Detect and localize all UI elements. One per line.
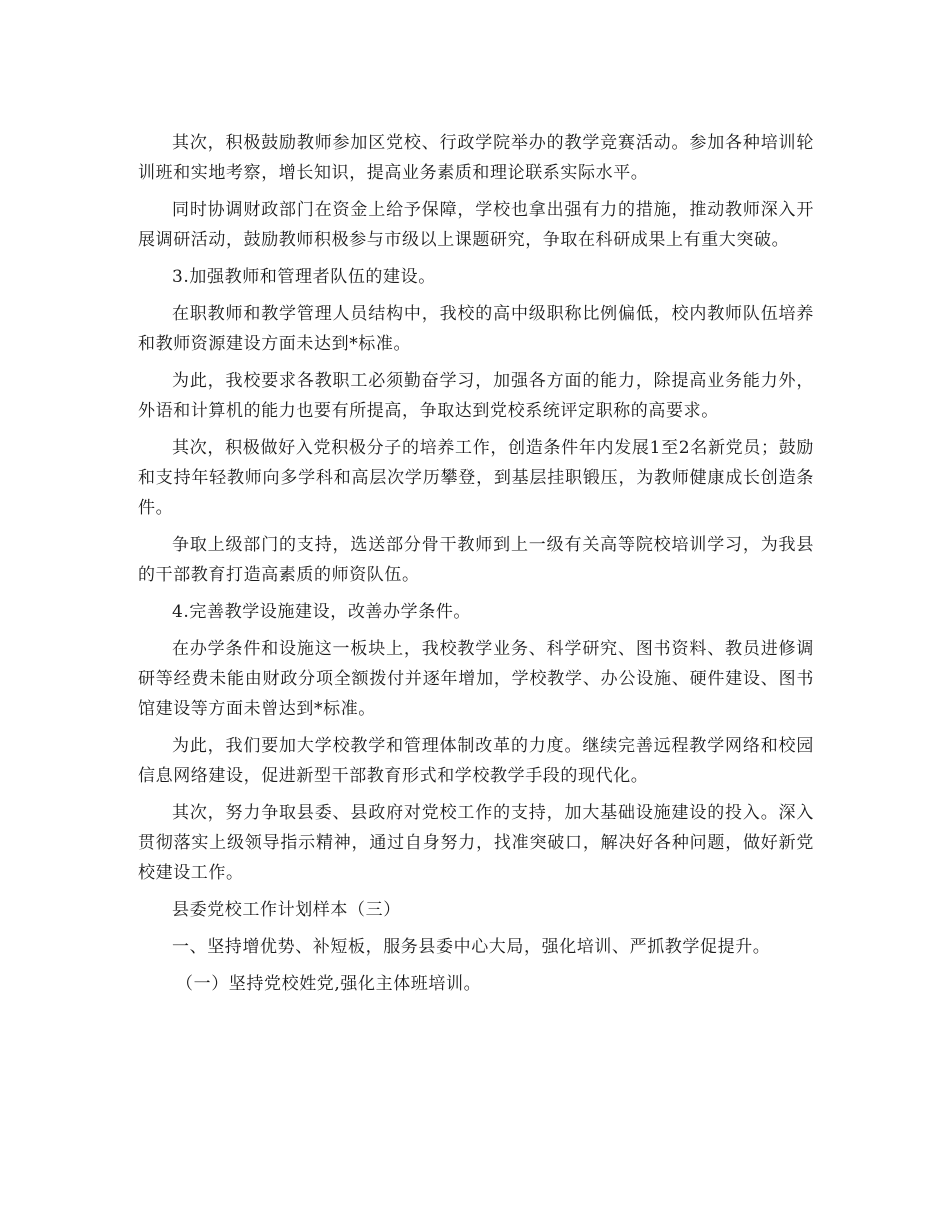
document-body bbox=[138, 128, 814, 1006]
paragraph: 其次，积极做好入党积极分子的培养工作，创造条件年内发展1至2名新党员；鼓励和支持年轻教师向多学科和高层次学历攀登，到基层挂职锻压，为教师健康成长创造条件。 bbox=[138, 438, 814, 518]
paragraph: 同时协调财政部门在资金上给予保障，学校也拿出强有力的措施，推动教师深入开展调研活动，鼓励教师积极参与市级以上课题研究，争取在科研成果上有重大突破。 bbox=[138, 200, 814, 250]
subsection-heading: （一）坚持党校姓党,强化主体班培训。 bbox=[176, 974, 482, 994]
paragraph: 争取上级部门的支持，选送部分骨干教师到上一级有关高等院校培训学习，为我县的干部教育打造高素质的师资队伍。 bbox=[138, 535, 814, 585]
paragraph: 在办学条件和设施这一板块上，我校教学业务、科学研究、图书资料、教员进修调研等经费未能由财政分项全额拨付并逐年增加，学校教学、办公设施、硬件建设、图书馆建设等方面未曾达到*标准。 bbox=[138, 639, 814, 719]
section-heading: 3.加强教师和管理者队伍的建设。 bbox=[172, 267, 436, 287]
document-title: 县委党校工作计划样本（三） bbox=[172, 900, 401, 920]
section-heading: 4.完善教学设施建设，改善办学条件。 bbox=[172, 602, 472, 622]
paragraph: 其次，努力争取县委、县政府对党校工作的支持，加大基础设施建设的投入。深入贯彻落实上级领导指示精神，通过自身努力，找准突破口，解决好各种问题，做好新党校建设工作。 bbox=[138, 803, 814, 883]
section-heading: 一、坚持增优势、补短板，服务县委中心大局，强化培训、严抓教学促提升。 bbox=[172, 937, 771, 957]
paragraph: 其次，积极鼓励教师参加区党校、行政学院举办的教学竞赛活动。参加各种培训轮训班和实地考察，增长知识，提高业务素质和理论联系实际水平。 bbox=[138, 133, 814, 183]
paragraph: 为此，我校要求各教职工必须勤奋学习，加强各方面的能力，除提高业务能力外，外语和计算机的能力也要有所提高，争取达到党校系统评定职称的高要求。 bbox=[138, 371, 814, 421]
paragraph: 在职教师和教学管理人员结构中，我校的高中级职称比例偏低，校内教师队伍培养和教师资源建设方面未达到*标准。 bbox=[138, 304, 814, 354]
paragraph: 为此，我们要加大学校教学和管理体制改革的力度。继续完善远程教学网络和校园信息网络建设，促进新型干部教育形式和学校教学手段的现代化。 bbox=[138, 736, 814, 786]
